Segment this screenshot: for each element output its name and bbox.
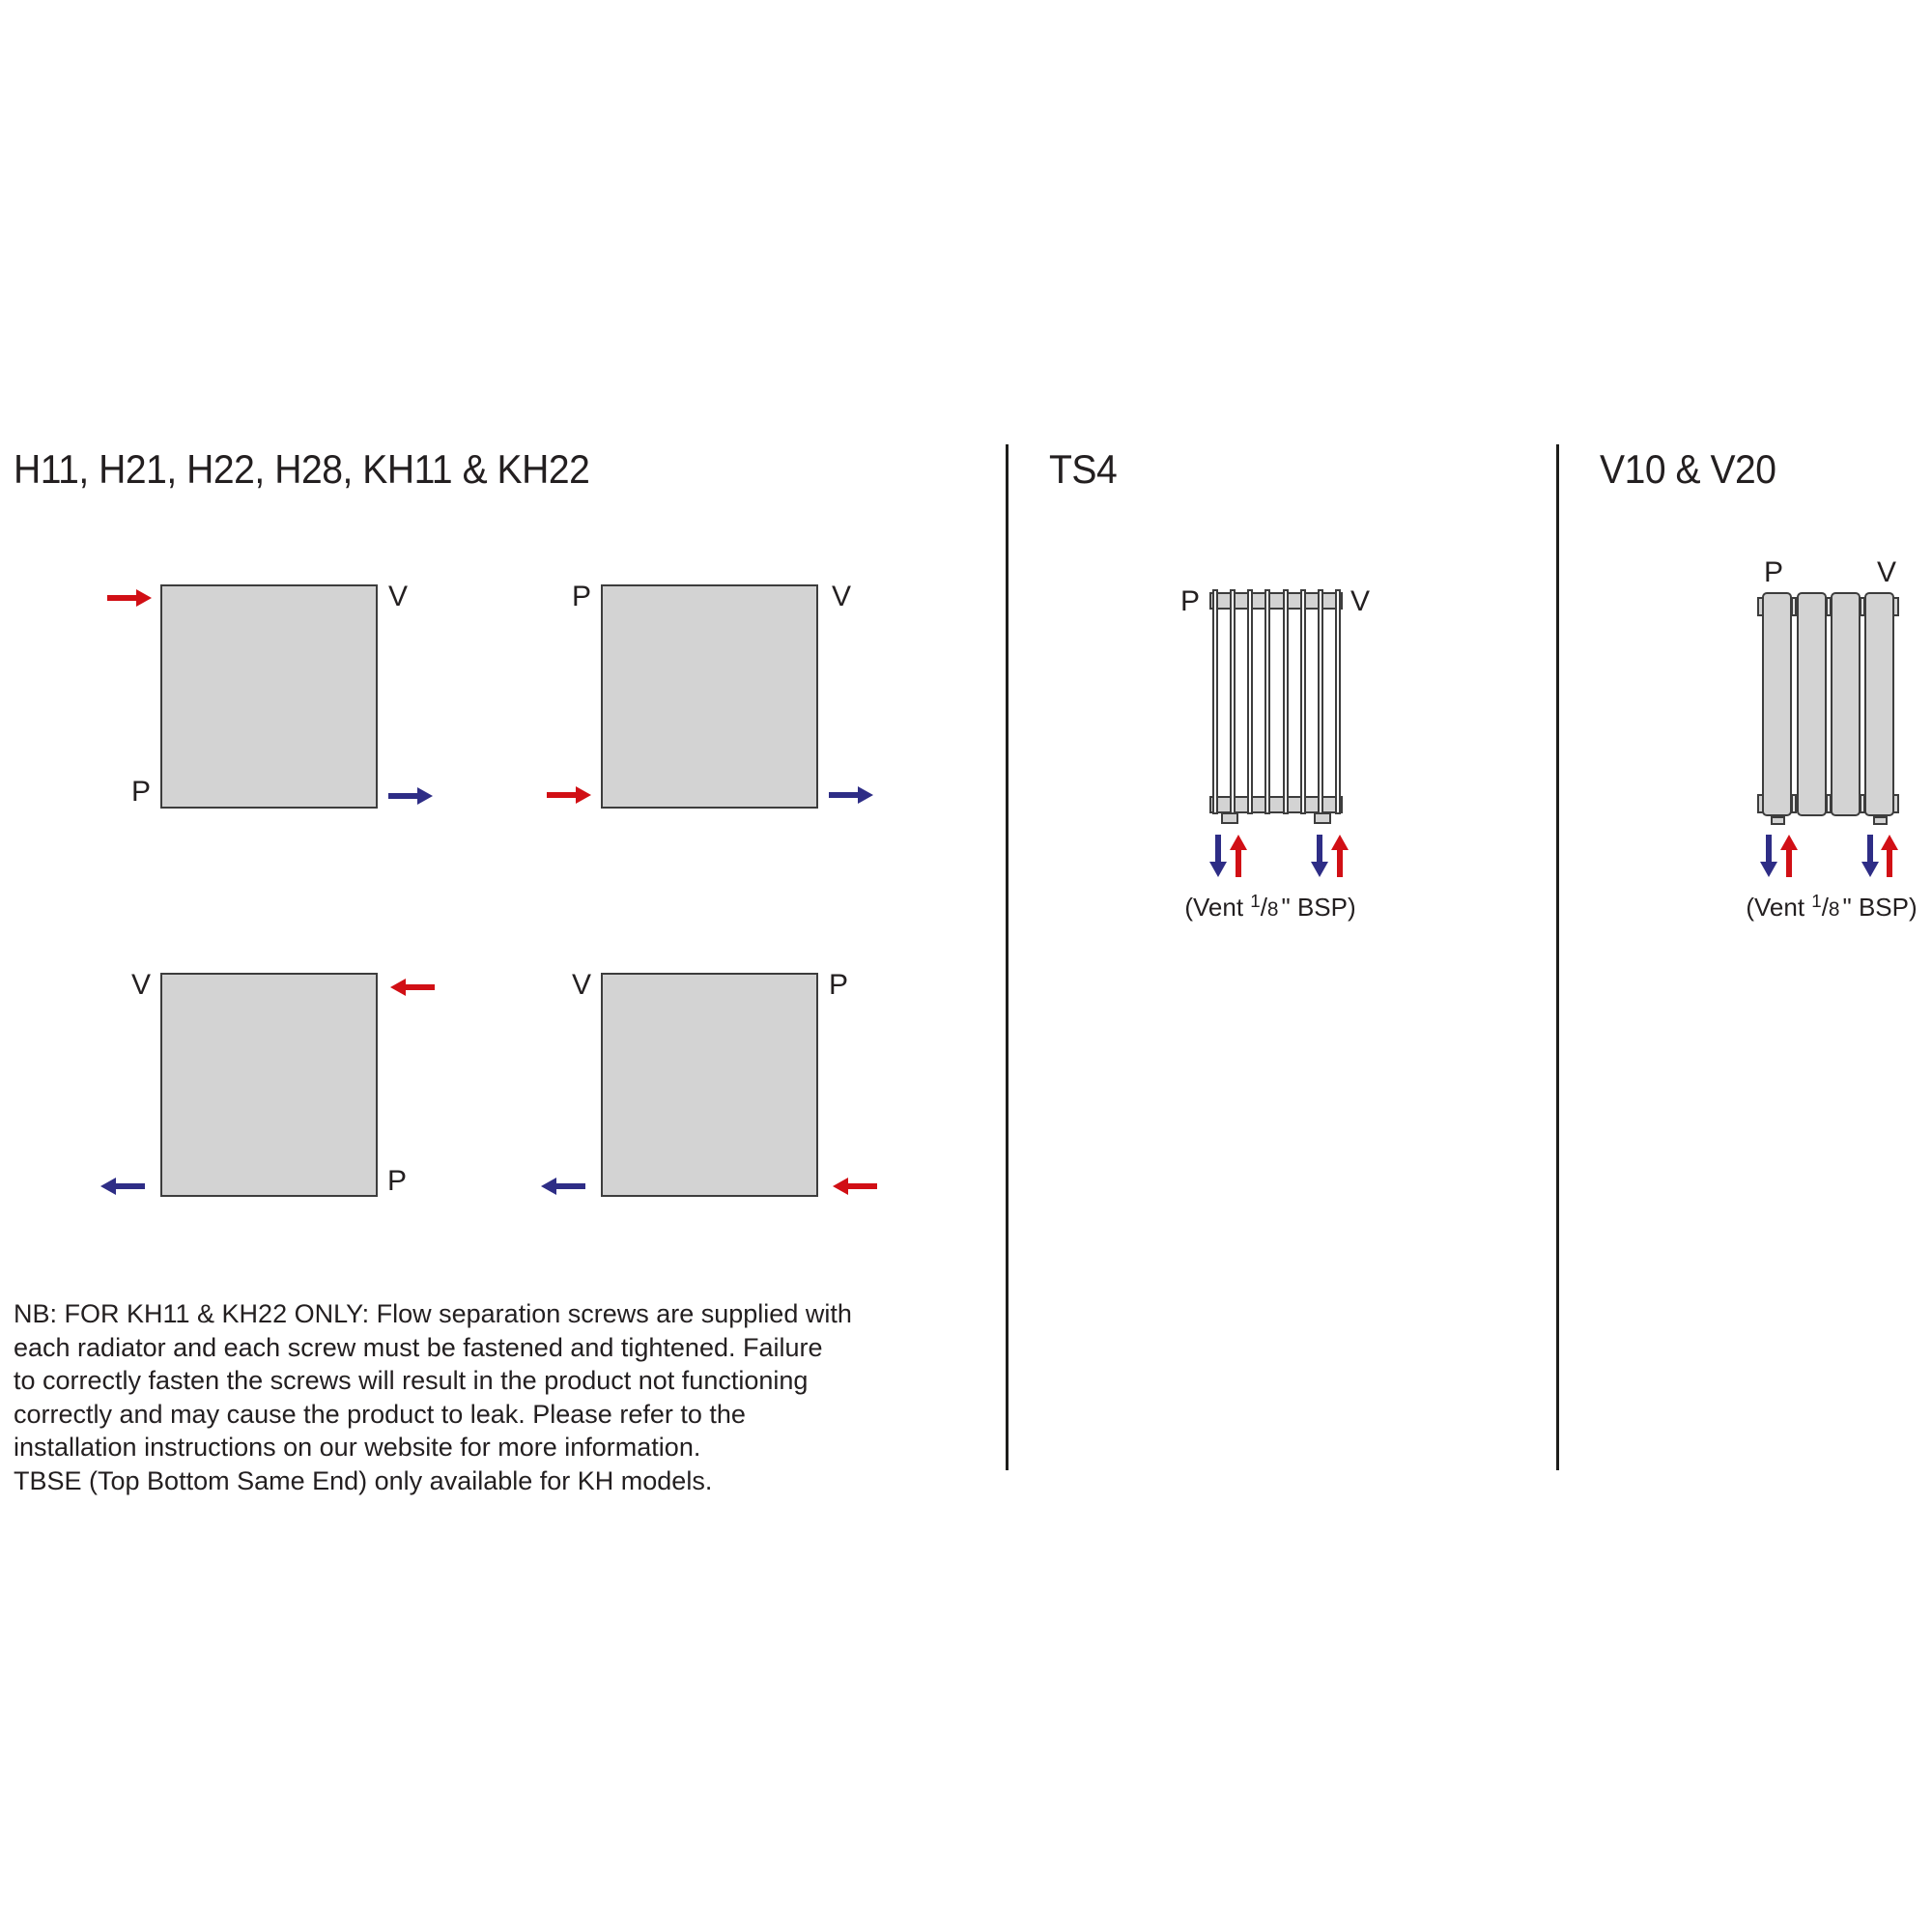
radiator-panel (1762, 592, 1792, 816)
section-title-ts4: TS4 (1049, 446, 1118, 492)
return-arrow (829, 786, 873, 804)
vent-bsp-caption: (Vent $^1$/8 " BSP) (1184, 890, 1356, 922)
panel-connector (1826, 597, 1832, 616)
radiator-panel (1831, 592, 1861, 816)
vent-label: V (572, 969, 592, 1001)
side-tab (1757, 794, 1764, 813)
radiator-foot (1221, 812, 1238, 824)
note-line: correctly and may cause the product to leak. Please refer to the (14, 1399, 746, 1429)
section-title-v10-v20: V10 & V20 (1600, 446, 1776, 492)
pipe-label: P (131, 776, 152, 808)
side-tab (1892, 794, 1899, 813)
panel-connector (1860, 794, 1865, 813)
note-line: TBSE (Top Bottom Same End) only available for KH models. (14, 1465, 713, 1495)
radiator-square (601, 584, 818, 809)
radiator-tube (1230, 589, 1236, 814)
note-line: NB: FOR KH11 & KH22 ONLY: Flow separation screws are supplied with (14, 1299, 852, 1328)
radiator-square (160, 973, 378, 1197)
radiator-tube (1264, 589, 1270, 814)
return-down-arrow (1209, 835, 1227, 877)
return-arrow (388, 787, 433, 805)
return-arrow (541, 1178, 585, 1195)
radiator-foot (1771, 816, 1785, 825)
return-down-arrow (1311, 835, 1328, 877)
note-line: to correctly fasten the screws will result in the product not functioning (14, 1366, 809, 1395)
vent-label: V (1877, 556, 1897, 588)
panel-connector (1791, 597, 1797, 616)
radiator-tube (1300, 589, 1306, 814)
radiator-panel (1864, 592, 1894, 816)
radiator-foot (1873, 816, 1888, 825)
flow-up-arrow (1881, 835, 1898, 877)
section-title-horizontal-models: H11, H21, H22, H28, KH11 & KH22 (14, 446, 590, 492)
radiator-square (160, 584, 378, 809)
pipe-label: P (1764, 556, 1784, 588)
flow-arrow (547, 786, 591, 804)
radiator-tube (1247, 589, 1253, 814)
flow-up-arrow (1230, 835, 1247, 877)
return-down-arrow (1760, 835, 1777, 877)
return-arrow (100, 1178, 145, 1195)
panel-connector (1826, 794, 1832, 813)
radiator-panel (1797, 592, 1827, 816)
panel-connector (1791, 794, 1797, 813)
radiator-tube (1283, 589, 1289, 814)
v10-v20-panel-radiator (1757, 587, 1899, 825)
flow-up-arrow (1331, 835, 1349, 877)
radiator-tube (1335, 589, 1341, 814)
section-divider (1006, 444, 1009, 1470)
flow-arrow (107, 589, 152, 607)
vent-label: V (131, 969, 152, 1001)
radiator-tube (1318, 589, 1323, 814)
return-down-arrow (1861, 835, 1879, 877)
flow-up-arrow (1780, 835, 1798, 877)
vent-label: V (388, 581, 409, 612)
side-tab (1757, 597, 1764, 616)
section-divider (1556, 444, 1559, 1470)
vent-label: V (1350, 585, 1371, 617)
radiator-square (601, 973, 818, 1197)
radiator-tube (1212, 589, 1218, 814)
note-line: each radiator and each screw must be fastened and tightened. Failure (14, 1332, 823, 1362)
vent-bsp-caption: (Vent $^1$/8 " BSP) (1746, 890, 1918, 922)
kh-note (14, 1297, 852, 1497)
pipe-label: P (1180, 585, 1201, 617)
pipe-label: P (829, 969, 849, 1001)
flow-arrow (833, 1178, 877, 1195)
vent-label: V (832, 581, 852, 612)
side-tab (1892, 597, 1899, 616)
note-line: installation instructions on our website for more information. (14, 1433, 701, 1462)
flow-arrow (390, 979, 435, 996)
pipe-label: P (387, 1165, 408, 1197)
radiator-foot (1314, 812, 1331, 824)
panel-connector (1860, 597, 1865, 616)
pipe-label: P (572, 581, 592, 612)
ts4-column-radiator (1206, 587, 1347, 825)
